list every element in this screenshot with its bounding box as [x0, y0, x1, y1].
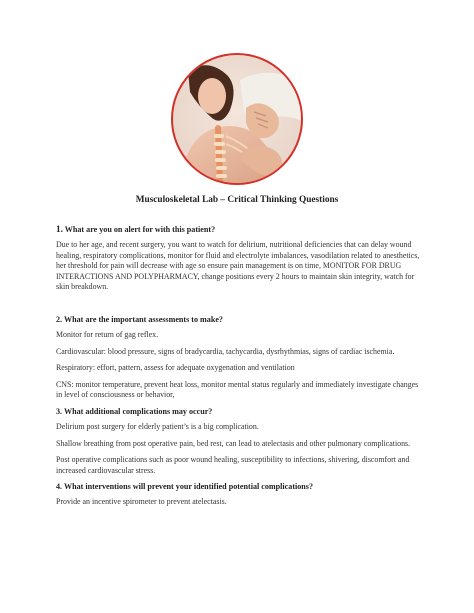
document-title: Musculoskeletal Lab – Critical Thinking Questions	[135, 195, 339, 205]
answer-paragraph: Respiratory: effort, pattern, assess for adequate oxygenation and ventilation	[56, 363, 295, 373]
question-text: What are the important assessments to make?	[63, 314, 223, 324]
answer-paragraph: Due to her age, and recent surgery, you want to watch for delirium, nutritional deficiencies that can delay wound healing, respiratory complications, monitor for fluid and electrolyte imbalances, vasodilation related to anesthetics, her threshold for pain will decrease with age so ensure pain management is on time, MONITOR FOR DRUG INTERACTIONS AND POLYPHARMACY, change positions every 2 hours to maintain skin integrity, watch for skin breakdown.	[56, 240, 420, 292]
question-text: What interventions will prevent your identified potential complications?	[63, 482, 314, 492]
section-2	[56, 315, 422, 401]
section-3	[56, 407, 422, 476]
section-4	[56, 482, 422, 508]
answer-paragraph: Post operative complications such as poor wound healing, susceptibility to infections, shivering, discomfort and increased cardiovascular stress.	[56, 455, 410, 475]
document-body	[56, 224, 422, 514]
question-number: 3.	[56, 406, 63, 416]
question-number: 2.	[56, 314, 63, 324]
doctor-patient-photo	[170, 52, 304, 186]
question-number: 1.	[56, 224, 63, 234]
question-text: What are you on alert for with this patient?	[64, 225, 216, 234]
question-heading	[56, 482, 422, 491]
answer-paragraph: Cardiovascular: blood pressure, signs of bradycardia, tachycardia, dysrhythmias, signs of cardiac ischemia.	[56, 346, 395, 356]
answer-paragraph: Monitor for return of gag reflex.	[56, 329, 159, 339]
answer-paragraph: Provide an incentive spirometer to prevent atelectasis.	[56, 497, 227, 507]
answer-paragraph: CNS: monitor temperature, prevent heat loss, monitor mental status regularly and immediately investigate changes in level of consciousness or behavior,	[56, 379, 419, 400]
question-heading	[56, 224, 422, 234]
question-heading	[56, 407, 422, 416]
answer-paragraph: Delirium post surgery for elderly patient’s is a big complication.	[56, 421, 259, 431]
question-text: What additional complications may occur?	[63, 406, 213, 416]
question-heading	[56, 315, 422, 324]
section-spacer	[56, 299, 422, 315]
section-1	[56, 224, 422, 293]
question-number: 4.	[56, 482, 63, 492]
answer-paragraph: Shallow breathing from post operative pain, bed rest, can lead to atelectasis and other pulmonary complications.	[56, 438, 411, 448]
